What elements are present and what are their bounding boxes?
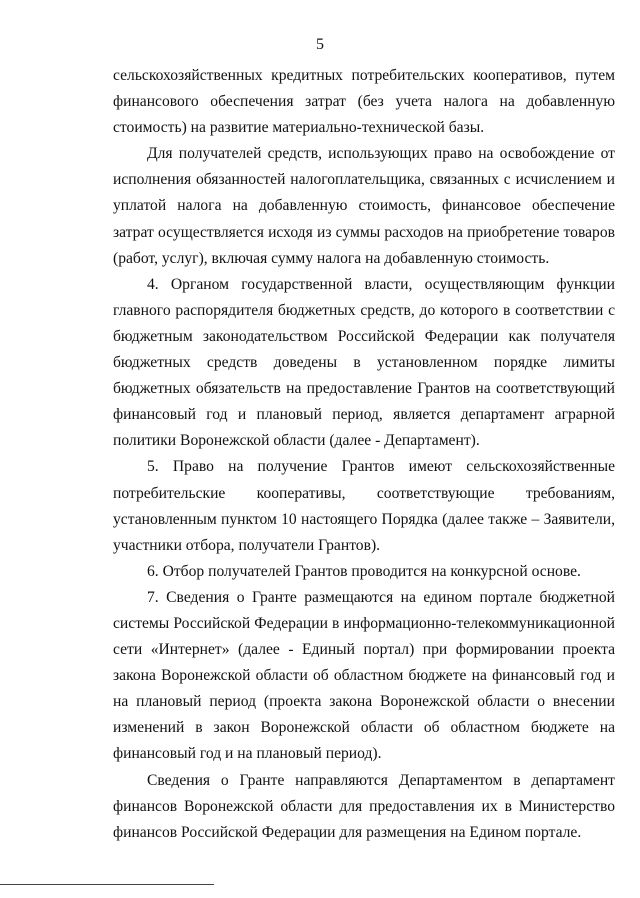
paragraph-continuation: сельскохозяйственных кредитных потребительских кооперативов, путем финансового обеспечения затрат (без учета налога на добавленную стоимость) на развитие материально-технической базы. xyxy=(113,67,615,137)
footer-rule xyxy=(0,884,214,885)
paragraph-vat-exemption: Для получателей средств, использующих право на освобождение от исполнения обязанностей налогоплательщика, связанных с исчислением и уплатой налога на добавленную стоимость, финансовое обеспечение затрат осуществляется исходя из суммы расходов на приобретение товаров (работ, услуг), включая сумму налога на добавленную стоимость. xyxy=(113,145,615,267)
paragraph-item-6: 6. Отбор получателей Грантов проводится на конкурсной основе. xyxy=(147,562,581,580)
paragraph-item-5: 5. Право на получение Грантов имеют сельскохозяйственные потребительские кооперативы, соответствующие требованиям, установленным пунктом 10 настоящего Порядка (далее также – Заявители, участники отбора, получатели Грантов). xyxy=(113,458,615,554)
document-body xyxy=(113,63,615,846)
paragraph-grant-info: Сведения о Гранте направляются Департаментом в департамент финансов Воронежской области для предоставления их в Министерство финансов Российской Федерации для размещения на Едином портале. xyxy=(113,771,615,841)
page-number: 5 xyxy=(316,36,324,53)
paragraph-item-7: 7. Сведения о Гранте размещаются на едином портале бюджетной системы Российской Федерации в информационно-телекоммуникационной сети «Интернет» (далее - Единый портал) при формировании проекта закона Воронежской области об областном бюджете на финансовый год и на плановый период (проекта закона Воронежской области о внесении изменений в закон Воронежской области об областном бюджете на финансовый год и на плановый период). xyxy=(113,588,615,763)
paragraph-item-4: 4. Органом государственной власти, осуществляющим функции главного распорядителя бюджетных средств, до которого в соответствии с бюджетным законодательством Российской Федерации как получателя бюджетных средств доведены в установленном порядке лимиты бюджетных обязательств на предоставление Грантов на соответствующий финансовый год и плановый период, является департамент аграрной политики Воронежской области (далее - Департамент). xyxy=(113,275,615,450)
